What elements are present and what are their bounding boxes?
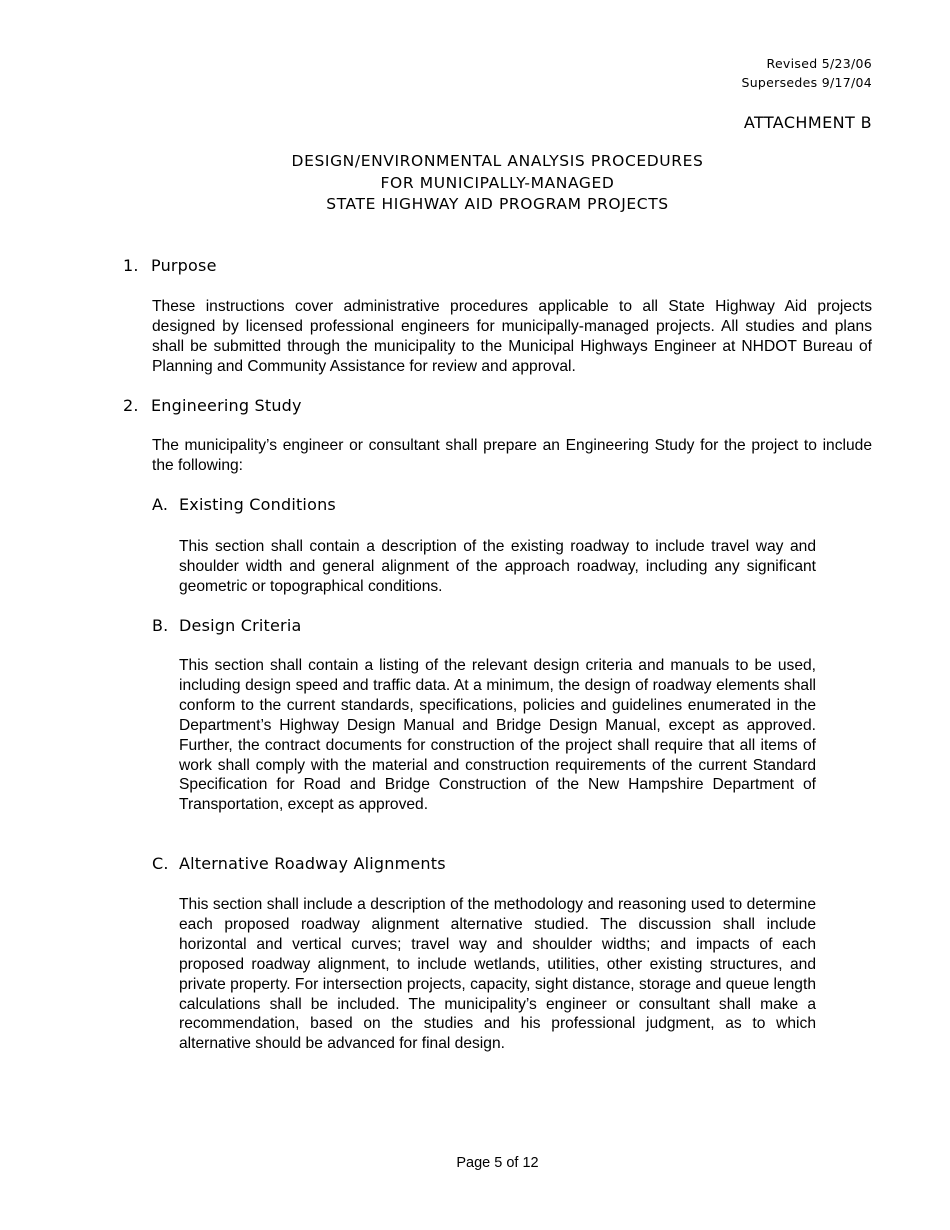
subsection-title: Alternative Roadway Alignments bbox=[179, 854, 446, 873]
alternative-alignments-paragraph bbox=[179, 895, 816, 1054]
section-engineering-study-heading bbox=[123, 396, 302, 415]
supersedes-date: Supersedes 9/17/04 bbox=[741, 75, 872, 90]
subsection-title: Design Criteria bbox=[179, 616, 302, 635]
subsection-b-heading bbox=[152, 616, 301, 635]
document-title bbox=[0, 151, 950, 216]
title-line-3: STATE HIGHWAY AID PROGRAM PROJECTS bbox=[326, 195, 669, 213]
attachment-label: ATTACHMENT B bbox=[743, 113, 872, 132]
subsection-a-heading bbox=[152, 495, 336, 514]
subsection-letter: A. bbox=[152, 495, 169, 514]
subsection-letter: C. bbox=[152, 854, 169, 873]
revised-date: Revised 5/23/06 bbox=[766, 56, 872, 71]
page-number: Page 5 of 12 bbox=[456, 1155, 539, 1171]
section-purpose-heading bbox=[123, 256, 217, 275]
title-line-1: DESIGN/ENVIRONMENTAL ANALYSIS PROCEDURES bbox=[291, 152, 704, 170]
existing-conditions-paragraph bbox=[179, 537, 816, 597]
section-number: 1. bbox=[123, 256, 139, 275]
paragraph-text: This section shall contain a description of the existing roadway to include travel way and shoulder width and general alignment of the approach roadway, including any significant geometric or topographical conditions. bbox=[179, 538, 816, 595]
section-title: Engineering Study bbox=[151, 396, 302, 415]
engineering-study-paragraph bbox=[152, 436, 872, 476]
subsection-letter: B. bbox=[152, 616, 169, 635]
paragraph-text: The municipality’s engineer or consultant shall prepare an Engineering Study for the project to include the following: bbox=[152, 437, 872, 474]
paragraph-text: This section shall include a description of the methodology and reasoning used to determine each proposed roadway alignment alternative studied. The discussion shall include horizontal and vertical curves; travel way and shoulder widths; and impacts of each proposed roadway alignment, to include wetlands, utilities, other existing structures, and private property. For intersection projects, capacity, sight distance, storage and queue length calculations shall be included. The municipality’s engineer or consultant shall make a recommendation, based on the studies and his professional judgment, as to which alternative should be advanced for final design. bbox=[179, 896, 816, 1053]
section-title: Purpose bbox=[151, 256, 217, 275]
paragraph-text: These instructions cover administrative procedures applicable to all State Highway Aid projects designed by licensed professional engineers for municipally-managed projects. All studies and plans shall be submitted through the municipality to the Municipal Highways Engineer at NHDOT Bureau of Planning and Community Assistance for review and approval. bbox=[152, 298, 872, 375]
title-line-2: FOR MUNICIPALLY-MANAGED bbox=[380, 173, 615, 192]
paragraph-text: This section shall contain a listing of the relevant design criteria and manuals to be used, including design speed and traffic data. At a minimum, the design of roadway elements shall conform to the current standards, specifications, policies and guidelines enumerated in the Department’s Highway Design Manual and Bridge Design Manual, except as approved. Further, the contract documents for construction of the project shall require that all items of work shall comply with the material and construction requirements of the current Standard Specification for Road and Bridge Construction of the New Hampshire Department of Transportation, except as approved. bbox=[179, 657, 816, 814]
subsection-c-heading bbox=[152, 854, 446, 873]
design-criteria-paragraph bbox=[179, 656, 816, 815]
subsection-title: Existing Conditions bbox=[179, 495, 336, 514]
purpose-paragraph bbox=[152, 297, 872, 377]
section-number: 2. bbox=[123, 396, 139, 415]
